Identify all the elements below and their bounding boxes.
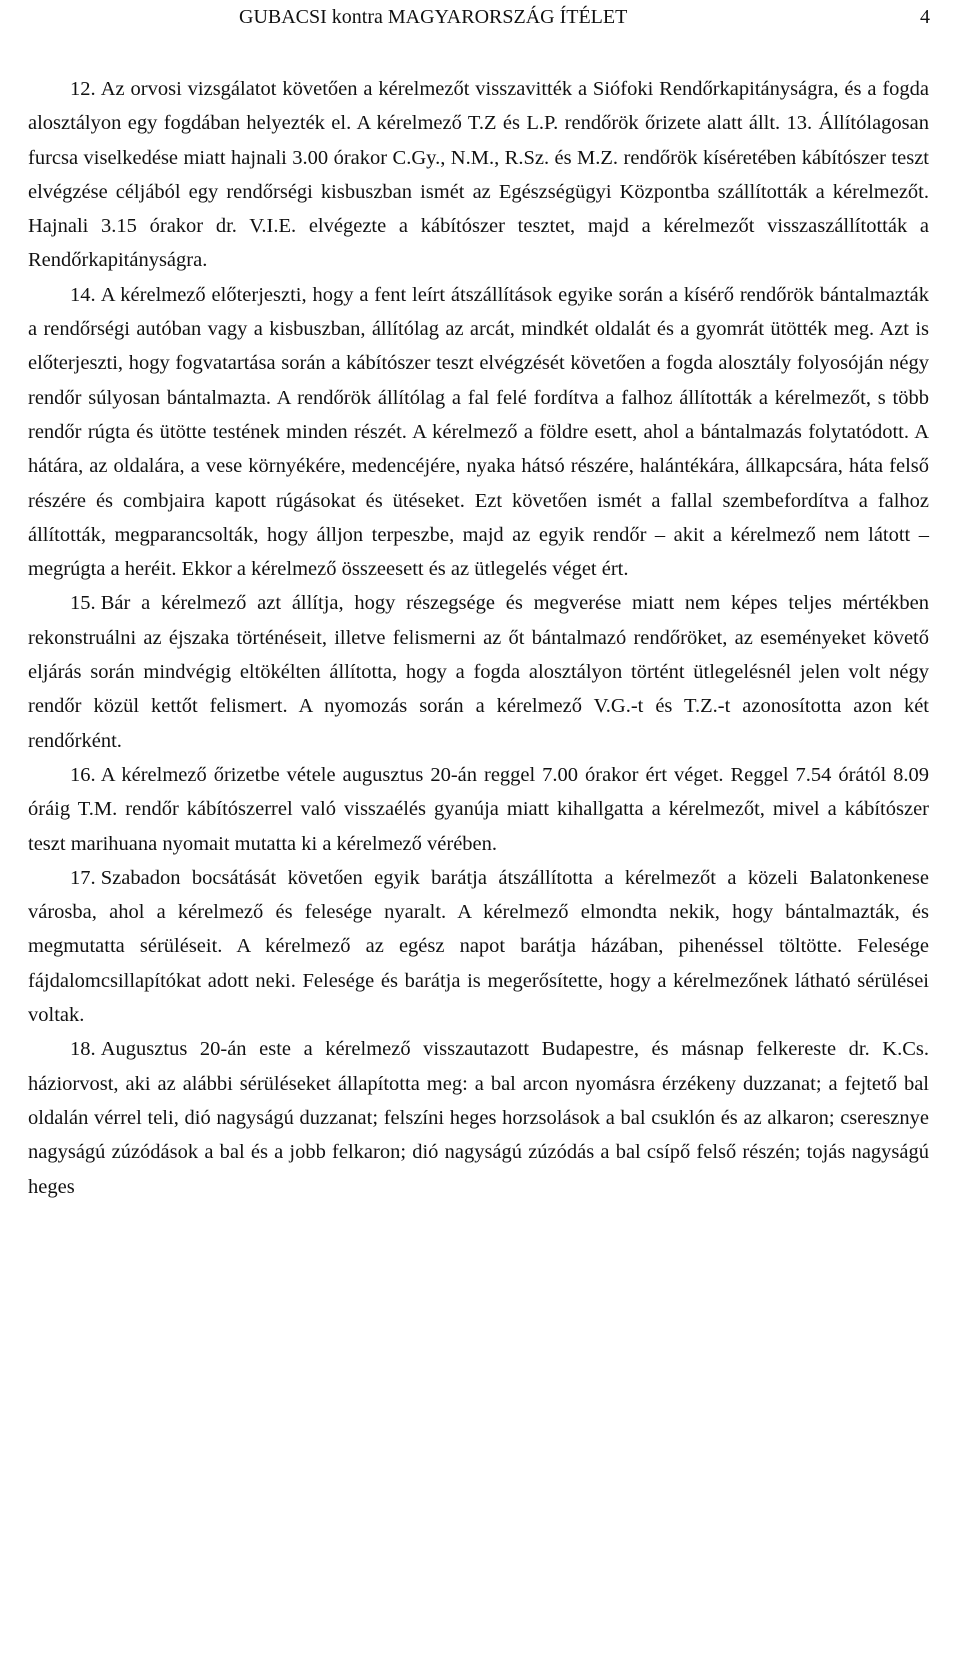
paragraph-text: Augusztus 20-án este a kérelmező visszautazott Budapestre, és másnap felkereste dr. K.Cs. háziorvost, aki az alábbi sérüléseket állapította meg: a bal arcon nyomásra érzékeny duzzanat; a fejtető bal oldalán vérrel teli, dió nagyságú duzzanat; felszíni heges horzsolások a bal csuklón és az alkaron; cseresznye nagyságú zúzódások a bal és a jobb felkaron; dió nagyságú zúzódás a bal csípő felső részén; tojás nagyságú heges xyxy=(28,1038,929,1198)
paragraph-number: 14. xyxy=(70,283,96,306)
paragraph-12 xyxy=(28,72,929,278)
paragraph-text: Az orvosi vizsgálatot követően a kérelmezőt visszavitték a Siófoki Rendőrkapitányságra, és a fogda alosztályon egy fogdában helyezték el. A kérelmező T.Z és L.P. rendőrök őrizete alatt állt. 13. Állítólagosan furcsa viselkedése miatt hajnali 3.00 órakor C.Gy., N.M., R.Sz. és M.Z. rendőrök kíséretében kábítószer teszt elvégzése céljából egy rendőrségi kisbuszban ismét az Egészségügyi Központba szállították a kérelmezőt. Hajnali 3.15 órakor dr. V.I.E. elvégezte a kábítószer tesztet, majd a kérelmezőt visszaszállították a Rendőrkapitányságra. xyxy=(28,78,929,272)
paragraph-number: 17. xyxy=(70,866,96,889)
paragraph-16 xyxy=(28,758,929,861)
paragraph-15 xyxy=(28,586,929,757)
paragraph-number: 18. xyxy=(70,1038,96,1061)
paragraph-number: 15. xyxy=(70,592,96,615)
page-number: 4 xyxy=(920,6,930,28)
page-header xyxy=(30,2,930,32)
running-title: GUBACSI kontra MAGYARORSZÁG ÍTÉLET xyxy=(239,6,628,28)
paragraph-14 xyxy=(28,278,929,587)
document-body xyxy=(28,72,929,1204)
paragraph-text: Bár a kérelmező azt állítja, hogy részegsége és megverése miatt nem képes teljes mértékben rekonstruálni az éjszaka történéseit, illetve felismerni az őt bántalmazó rendőröket, az eseményeket követő eljárás során mindvégig eltökélten állította, hogy a fogda alosztályon történt ütlegelésnél jelen volt négy rendőr közül kettőt felismert. A nyomozás során a kérelmező V.G.-t és T.Z.-t azonosította azon két rendőrként. xyxy=(28,592,929,752)
paragraph-number: 16. xyxy=(70,763,96,786)
paragraph-text: A kérelmező őrizetbe vétele augusztus 20-án reggel 7.00 órakor ért véget. Reggel 7.54 órától 8.09 óráig T.M. rendőr kábítószerrel való visszaélés gyanúja miatt kihallgatta a kérelmezőt, mivel a kábítószer teszt marihuana nyomait mutatta ki a kérelmező vérében. xyxy=(28,763,929,855)
paragraph-number: 12. xyxy=(70,78,96,100)
paragraph-text: A kérelmező előterjeszti, hogy a fent leírt átszállítások egyike során a kísérő rendőrök bántalmazták a rendőrségi autóban vagy a kisbuszban, állítólag az arcát, mindkét oldalát és a gyomrát ütötték meg. Azt is előterjeszti, hogy fogvatartása során a kábítószer teszt elvégzését követően a fogda alosztály folyosóján négy rendőr súlyosan bántalmazta. A rendőrök állítólag a fal felé fordítva a falhoz állították a kérelmezőt, s több rendőr rúgta és ütötte testének minden részét. A kérelmező a földre esett, ahol a bántalmazás folytatódott. A hátára, az oldalára, a vese környékére, medencéjére, nyaka hátsó részére, halántékára, állkapcsára, háta felső részére és combjaira kapott rúgásokat és ütéseket. Ezt követően ismét a fallal szembefordítva a falhoz állították, megparancsolták, hogy álljon terpeszbe, majd az egyik rendőr – akit a kérelmező nem látott – megrúgta a heréit. Ekkor a kérelmező összeesett és az ütlegelés véget ért. xyxy=(28,283,929,581)
paragraph-text: Szabadon bocsátását követően egyik barátja átszállította a kérelmezőt a közeli Balatonkenese városba, ahol a kérelmező és felesége nyaralt. A kérelmező elmondta nekik, hogy bántalmazták, és megmutatta sérüléseit. A kérelmező az egész napot barátja házában, pihenéssel töltötte. Felesége fájdalomcsillapítókat adott neki. Felesége és barátja is megerősítette, hogy a kérelmezőnek látható sérülései voltak. xyxy=(28,866,929,1027)
paragraph-17 xyxy=(28,861,929,1032)
paragraph-18 xyxy=(28,1032,929,1203)
